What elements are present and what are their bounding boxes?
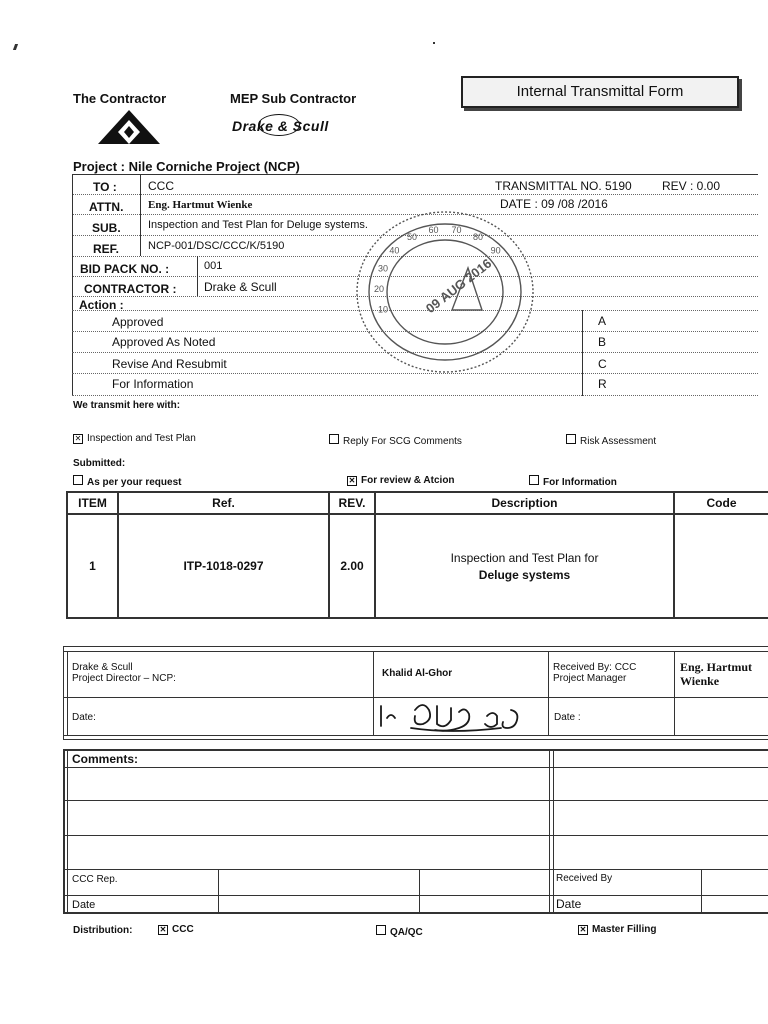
contractor-label: The Contractor	[73, 91, 167, 106]
for-information-checkbox[interactable]	[529, 475, 539, 485]
itp-checkbox[interactable]: ✕	[74, 434, 82, 443]
rule	[63, 912, 768, 914]
stamp-dial-number: 10	[377, 304, 389, 315]
comments-table	[63, 749, 768, 914]
items-table	[66, 491, 768, 618]
row-item: 1	[89, 559, 96, 573]
scan-speck	[13, 44, 18, 50]
scan-speck	[433, 42, 435, 44]
mep-sub-contractor-label: MEP Sub Contractor	[230, 91, 357, 106]
comments-date-left: Date	[72, 899, 96, 911]
rule	[549, 749, 550, 912]
header-description: Description	[491, 496, 558, 510]
rule	[218, 869, 219, 912]
to-label: TO :	[93, 180, 117, 194]
action-for-information: For Information	[112, 377, 194, 391]
drake-logo-swoosh	[258, 114, 300, 136]
to-value: CCC	[148, 179, 174, 193]
row-rev: 2.00	[340, 559, 364, 573]
header-item: ITEM	[78, 496, 107, 510]
rule	[63, 800, 768, 801]
stamp-dial-number: 50	[406, 232, 418, 242]
action-code-r: R	[598, 377, 607, 391]
received-role: Project Manager	[553, 673, 627, 684]
rule	[72, 194, 758, 195]
header-rev: REV.	[338, 496, 366, 510]
rule	[63, 767, 768, 768]
received-by-ccc: Received By: CCC	[553, 662, 637, 673]
row-code	[675, 515, 768, 617]
row-ref: ITP-1018-0297	[183, 559, 264, 573]
action-label: Action :	[79, 298, 124, 312]
ccc-name-line-2: Wienke	[680, 674, 720, 688]
ccc-rep-label: CCC Rep.	[72, 874, 118, 885]
rule	[63, 739, 768, 740]
transmittal-number: TRANSMITTAL NO. 5190	[495, 179, 632, 193]
rule	[674, 651, 675, 735]
ds-role: Project Director – NCP:	[72, 673, 176, 684]
rule	[63, 749, 65, 914]
header-code: Code	[706, 496, 737, 510]
date-left-label: Date:	[72, 712, 96, 723]
rule	[63, 646, 64, 740]
description-line-1: Inspection and Test Plan for	[450, 550, 599, 565]
action-approved-as-noted: Approved As Noted	[112, 335, 216, 349]
option-for-information[interactable]: For Information	[529, 475, 617, 488]
stamp-dial-number: 20	[373, 284, 385, 294]
stamp-dial-number: 70	[451, 224, 462, 235]
option-risk-assessment[interactable]: Risk Assessment	[566, 434, 656, 447]
distribution-qaqc[interactable]: QA/QC	[376, 925, 423, 938]
distribution-ccc[interactable]: ✕ CCC	[159, 924, 194, 935]
drake-scull-logo: Drake & Scull	[232, 118, 329, 134]
row-description	[376, 515, 673, 617]
stamp-dial-number: 30	[377, 263, 389, 274]
action-code-b: B	[598, 335, 607, 349]
contractor-logo	[96, 108, 162, 146]
bid-pack-label: BID PACK NO. :	[80, 262, 170, 276]
comments-date-right: Date	[556, 897, 582, 911]
signature-table	[63, 646, 768, 740]
ds-company: Drake & Scull	[72, 662, 133, 673]
received-stamp	[350, 208, 540, 376]
rule	[66, 617, 768, 619]
option-for-review[interactable]: ✕ For review & Atcion	[348, 475, 455, 486]
for-review-checkbox[interactable]: ✕	[348, 476, 356, 485]
ref-label: REF.	[93, 242, 120, 256]
action-code-c: C	[598, 357, 607, 371]
stamp-dial-number: 80	[472, 232, 484, 242]
stamp-dial-number: 60	[428, 224, 439, 235]
description-line-2: Deluge systems	[478, 567, 571, 582]
rule	[419, 869, 420, 912]
attn-label: ATTN.	[89, 200, 124, 214]
rule	[67, 749, 68, 912]
rule	[197, 256, 198, 296]
rule	[140, 174, 141, 256]
rule	[701, 869, 702, 912]
rule	[63, 651, 768, 652]
subject-label: SUB.	[92, 221, 121, 235]
rule	[553, 749, 554, 912]
form-title: Internal Transmittal Form	[461, 76, 739, 108]
rule	[582, 310, 583, 396]
reply-scg-checkbox[interactable]	[329, 434, 339, 444]
option-itp[interactable]: ✕ Inspection and Test Plan	[74, 433, 196, 444]
rule	[63, 835, 768, 836]
subject-value: Inspection and Test Plan for Deluge systems.	[148, 219, 368, 231]
transmit-label: We transmit here with:	[73, 400, 181, 411]
action-approved: Approved	[112, 315, 164, 329]
stamp-date: 09 AUG 2016	[422, 255, 495, 317]
distribution-label: Distribution:	[73, 925, 133, 936]
bid-pack-value: 001	[204, 260, 223, 272]
rule	[63, 895, 768, 896]
option-reply-scg[interactable]: Reply For SCG Comments	[329, 434, 462, 447]
ccc-name-line-1: Eng. Hartmut	[680, 660, 752, 674]
rule	[72, 174, 758, 175]
rule	[63, 869, 768, 870]
rule	[67, 651, 68, 735]
attn-value: Eng. Hartmut Wienke	[148, 199, 253, 211]
comments-label: Comments:	[72, 752, 139, 766]
action-revise-resubmit: Revise And Resubmit	[112, 357, 227, 371]
ds-signatory-name: Khalid Al-Ghor	[382, 668, 453, 679]
header-ref: Ref.	[212, 496, 235, 510]
qaqc-checkbox[interactable]	[376, 925, 386, 935]
date-right-label: Date :	[554, 712, 581, 723]
submitted-label: Submitted:	[73, 458, 126, 469]
risk-assessment-checkbox[interactable]	[566, 434, 576, 444]
stamp-dial-number: 90	[490, 245, 501, 256]
distribution-master-filling[interactable]: ✕ Master Filling	[579, 924, 657, 935]
rule	[72, 395, 758, 396]
ccc-checkbox[interactable]: ✕	[159, 925, 167, 934]
rule	[548, 651, 549, 735]
handwritten-signature	[375, 698, 535, 736]
action-code-a: A	[598, 314, 607, 328]
master-filling-checkbox[interactable]: ✕	[579, 925, 587, 934]
rule	[72, 174, 73, 396]
rule	[63, 749, 768, 751]
rule	[63, 646, 768, 647]
option-as-per-request[interactable]: As per your request	[73, 475, 181, 488]
contractor-field-label: CONTRACTOR :	[84, 282, 177, 296]
stamp-dial-number: 40	[389, 245, 400, 256]
ref-value: NCP-001/DSC/CCC/K/5190	[148, 240, 285, 252]
received-by-label: Received By	[556, 873, 613, 884]
transmittal-date: DATE : 09 /08 /2016	[500, 197, 608, 211]
rule	[373, 651, 374, 735]
project-title: Project : Nile Corniche Project (NCP)	[73, 159, 300, 174]
revision-number: REV : 0.00	[662, 179, 721, 193]
as-per-request-checkbox[interactable]	[73, 475, 83, 485]
contractor-field-value: Drake & Scull	[204, 280, 277, 294]
